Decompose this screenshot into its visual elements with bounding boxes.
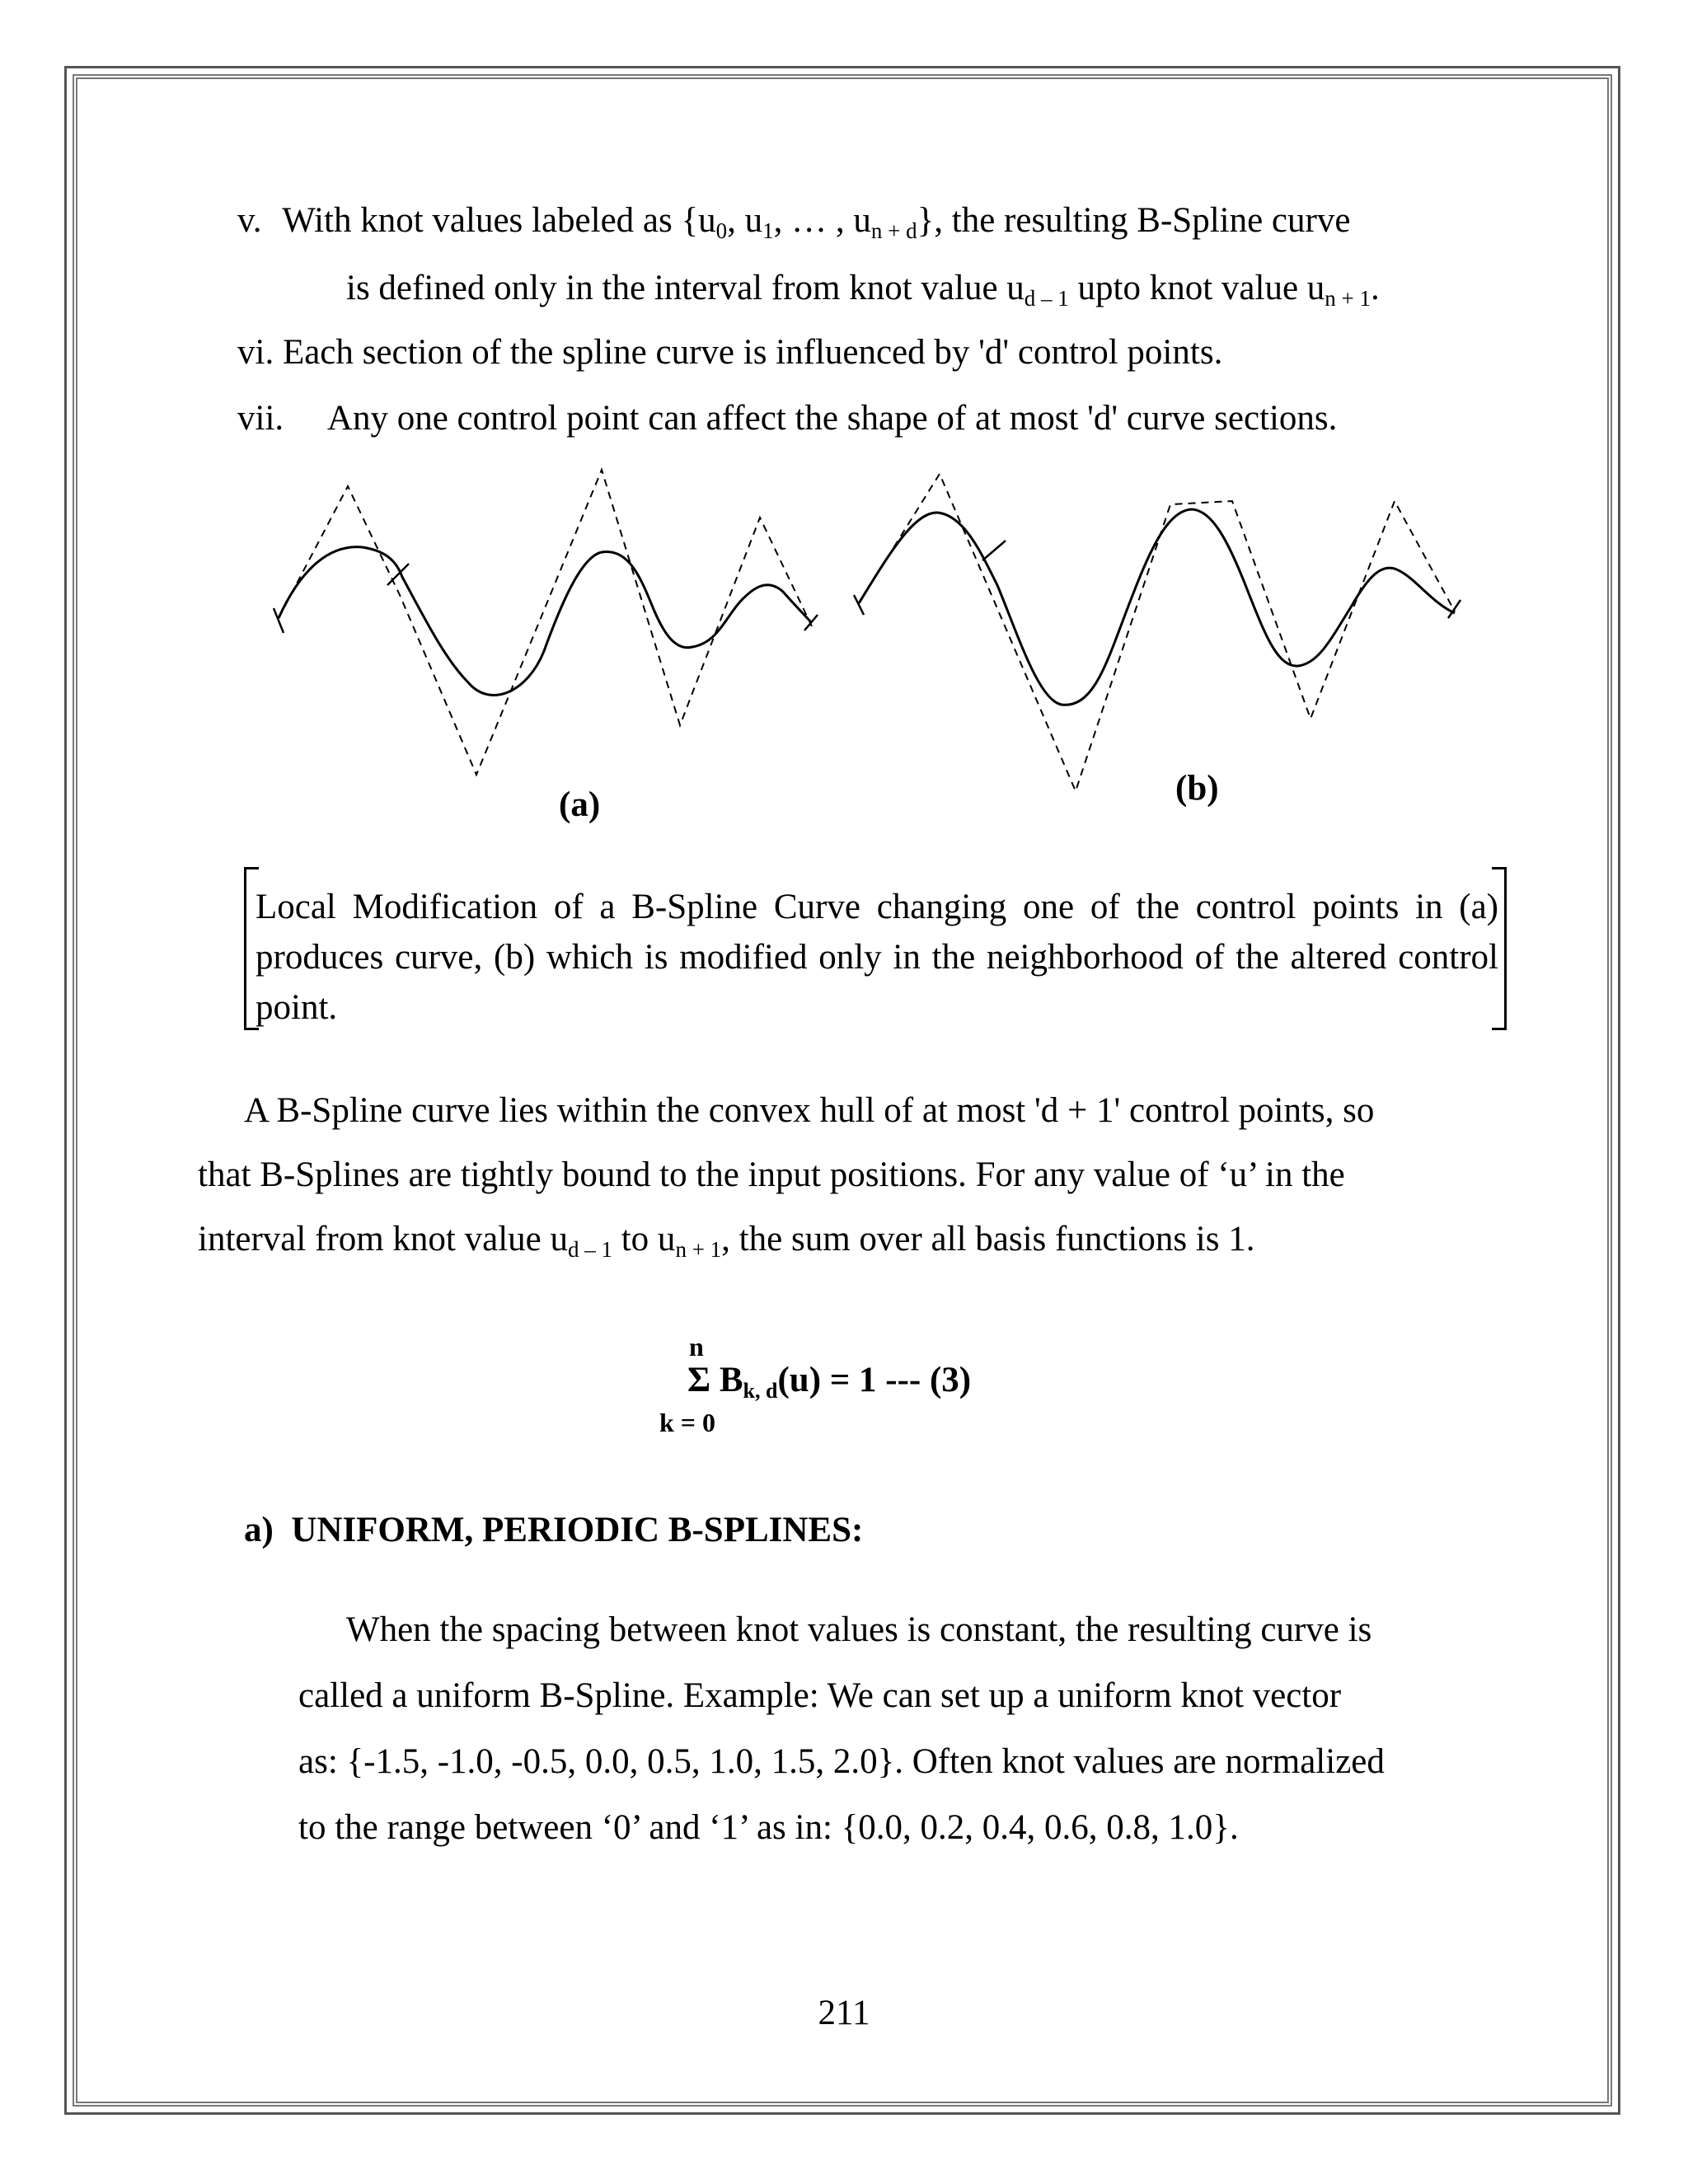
subscript: n + 1 bbox=[675, 1237, 722, 1262]
paragraph-1-line-3 bbox=[198, 1216, 1254, 1263]
page-number: 211 bbox=[818, 1994, 870, 2032]
paragraph-text: interval from knot value u bbox=[198, 1220, 568, 1258]
list-item-vi bbox=[237, 330, 1222, 376]
subscript: n + 1 bbox=[1325, 286, 1372, 311]
formula-upper-limit: n bbox=[689, 1332, 704, 1361]
bspline-curve-a bbox=[279, 547, 812, 696]
list-text-d: }, the resulting B-Spline curve bbox=[917, 201, 1351, 240]
formula-lower-limit: k = 0 bbox=[659, 1408, 716, 1437]
list-text-a: is defined only in the interval from knot value u bbox=[346, 269, 1025, 307]
list-text-a: With knot values labeled as {u bbox=[282, 201, 716, 240]
subscript: d – 1 bbox=[1024, 286, 1069, 311]
bspline-figure bbox=[264, 462, 1475, 849]
paragraph-2-line-1: When the spacing between knot values is constant, the resulting curve is bbox=[346, 1610, 1372, 1649]
subscript: 0 bbox=[715, 218, 728, 243]
formula-subscript: k, d bbox=[743, 1379, 778, 1403]
paragraph-text: to u bbox=[612, 1220, 676, 1258]
paragraph-text: , the sum over all basis functions is 1. bbox=[721, 1220, 1255, 1258]
formula-sigma: Σ B bbox=[687, 1361, 743, 1399]
figure-label-a: (a) bbox=[559, 785, 601, 824]
list-text-b: , u bbox=[727, 201, 763, 240]
list-item-vii bbox=[237, 396, 1337, 442]
paragraph-1-line-1: A B-Spline curve lies within the convex hull of at most 'd + 1' control points, so bbox=[244, 1091, 1375, 1130]
bspline-diagram bbox=[264, 462, 1475, 849]
paragraph-2-line-3: as: {-1.5, -1.0, -0.5, 0.0, 0.5, 1.0, 1.5, 2.0}. Often knot values are normalized bbox=[298, 1742, 1385, 1781]
subscript: d – 1 bbox=[567, 1237, 612, 1262]
list-number: vii. bbox=[237, 399, 284, 438]
list-number: vi. bbox=[237, 333, 274, 372]
list-text: Any one control point can affect the shape of at most 'd' curve sections. bbox=[326, 399, 1338, 438]
control-polygon-b bbox=[859, 474, 1455, 791]
formula-rest: (u) = 1 --- (3) bbox=[777, 1361, 972, 1399]
section-heading: a) UNIFORM, PERIODIC B-SPLINES: bbox=[244, 1511, 864, 1549]
control-polygon-a bbox=[279, 470, 812, 775]
subscript: 1 bbox=[762, 218, 774, 243]
figure-label-b: (b) bbox=[1175, 769, 1219, 808]
subscript: n + d bbox=[870, 218, 917, 243]
list-item-v bbox=[237, 198, 1350, 244]
list-text: Each section of the spline curve is influenced by 'd' control points. bbox=[282, 333, 1223, 372]
list-text-c: . bbox=[1371, 269, 1380, 307]
paragraph-1-line-2: that B-Splines are tightly bound to the input positions. For any value of ‘u’ in the bbox=[198, 1155, 1345, 1194]
figure-caption-box bbox=[244, 867, 1507, 1030]
list-item-v-continuation bbox=[346, 265, 1380, 312]
list-text-c: , … , u bbox=[773, 201, 871, 240]
bspline-curve-b bbox=[859, 509, 1455, 705]
figure-caption: Local Modification of a B-Spline Curve changing one of the control points in (a) produces curve, (b) which is modified only in the neighborhood of the altered control point. bbox=[256, 888, 1498, 1027]
paragraph-2-line-2: called a uniform B-Spline. Example: We can set up a uniform knot vector bbox=[298, 1676, 1342, 1715]
joint-tick-b bbox=[982, 541, 1006, 560]
formula-main bbox=[687, 1360, 972, 1403]
list-text-b: upto knot value u bbox=[1068, 269, 1325, 307]
paragraph-2-line-4: to the range between ‘0’ and ‘1’ as in: {0.0, 0.2, 0.4, 0.6, 0.8, 1.0}. bbox=[298, 1808, 1239, 1847]
list-number: v. bbox=[237, 201, 262, 240]
